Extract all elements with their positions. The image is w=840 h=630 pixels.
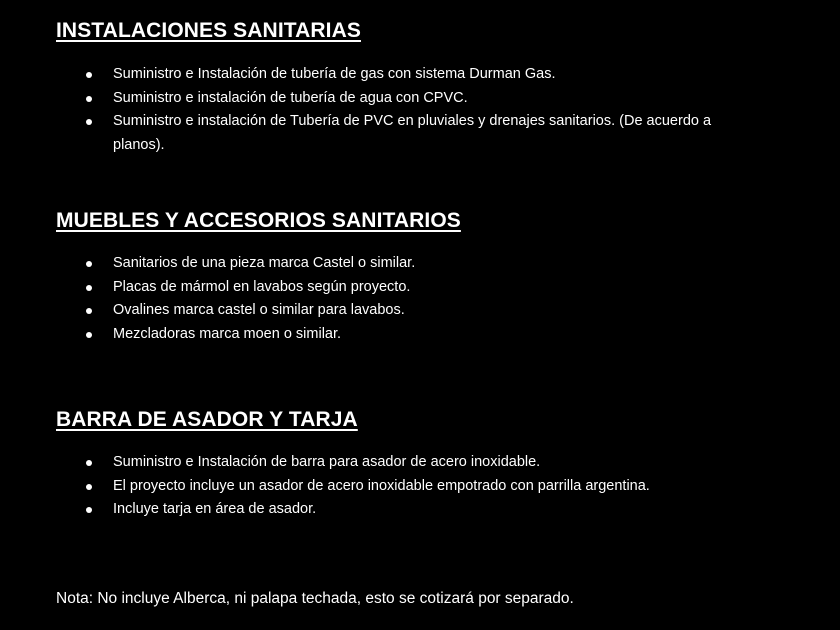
list-item: Suministro e Instalación de barra para asador de acero inoxidable. xyxy=(86,451,756,475)
list-item: Incluye tarja en área de asador. xyxy=(86,498,756,522)
section-heading: BARRA DE ASADOR Y TARJA xyxy=(56,408,358,431)
list-item: Mezcladoras marca moen o similar. xyxy=(86,323,756,347)
list-item: Suministro e Instalación de tubería de gas con sistema Durman Gas. xyxy=(86,63,756,87)
section-barra-asador-tarja xyxy=(56,407,776,517)
bullet-list xyxy=(86,252,756,346)
list-item: El proyecto incluye un asador de acero inoxidable empotrado con parrilla argentina. xyxy=(86,475,756,499)
list-item: Suministro e instalación de Tubería de PVC en pluviales y drenajes sanitarios. (De acuerdo a planos). xyxy=(86,110,756,157)
list-item: Sanitarios de una pieza marca Castel o similar. xyxy=(86,252,756,276)
list-item: Placas de mármol en lavabos según proyecto. xyxy=(86,276,756,300)
list-item: Suministro e instalación de tubería de agua con CPVC. xyxy=(86,87,756,111)
bullet-list xyxy=(86,63,756,157)
section-heading: INSTALACIONES SANITARIAS xyxy=(56,19,361,42)
section-instalaciones-sanitarias xyxy=(56,18,776,153)
section-muebles-accesorios-sanitarios xyxy=(56,208,776,342)
note-text: Nota: No incluye Alberca, ni palapa techada, esto se cotizará por separado. xyxy=(56,589,574,607)
list-item: Ovalines marca castel o similar para lavabos. xyxy=(86,299,756,323)
section-heading: MUEBLES Y ACCESORIOS SANITARIOS xyxy=(56,209,461,232)
bullet-list xyxy=(86,451,756,522)
